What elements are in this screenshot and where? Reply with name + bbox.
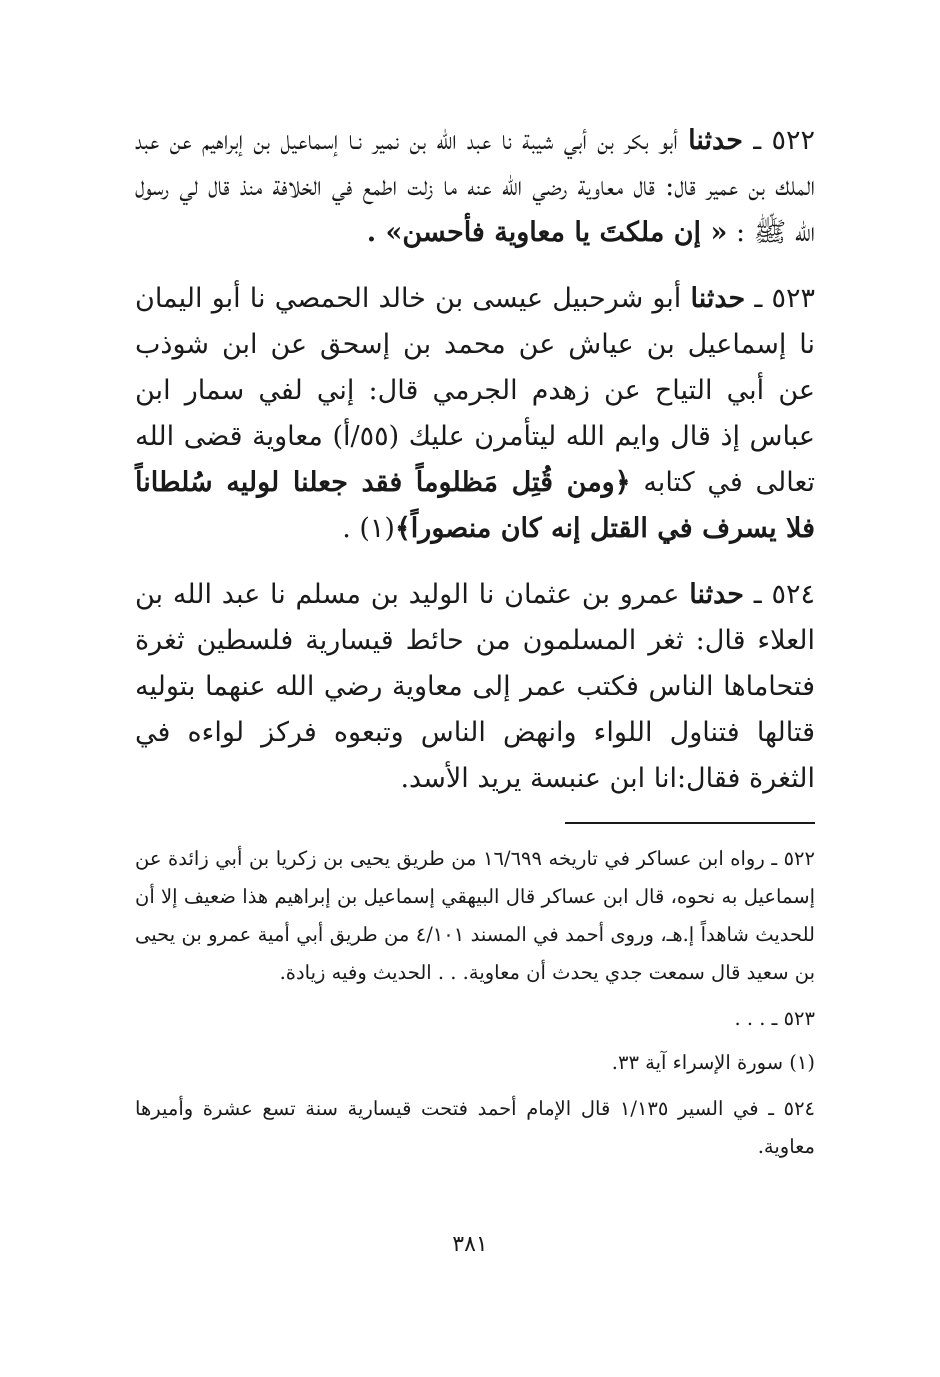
hadith-number: ٥٢٤ ـ xyxy=(753,579,815,610)
footnote-divider xyxy=(565,822,815,824)
hadith-number: ٥٢٢ ـ xyxy=(753,125,815,156)
hadith-body: أبو شرحبيل عيسى بن خالد الحمصي نا أبو اليمان نا إسماعيل بن عياش عن محمد بن إسحق عن ابن شوذب عن أبي التياح عن زهدم الجرمي قال: إني لفي سمار ابن عباس إذ قال وايم الله ليتأمرن عليك (٥٥/أ) معاوية قضى الله تعالى في كتابه xyxy=(135,283,815,498)
hadith-523 xyxy=(135,276,815,552)
main-text xyxy=(135,118,815,802)
footnote-ref: (١) . xyxy=(342,513,395,544)
hadith-lead: حدثنا xyxy=(689,579,744,610)
note-522: ٥٢٢ ـ رواه ابن عساكر في تاريخه ١٦/٦٩٩ من طريق يحيى بن زكريا بن أبي زائدة عن إسماعيل به نحوه، قال ابن عساكر قال البيهقي إسماعيل بن إبراهيم هذا ضعيف إلا أن للحديث شاهداً إ.هـ، وروى أحمد في المسند ٤/١٠١ من طريق أبي أمية عمرو بن يحيى بن سعيد قال سمعت جدي يحدث أن معاوية. . . الحديث وفيه زيادة. xyxy=(135,847,815,984)
hadith-number: ٥٢٣ ـ xyxy=(754,283,815,314)
hadith-522 xyxy=(135,118,815,256)
page-number: ٣٨١ xyxy=(452,1232,488,1257)
hadith-body: أبو بكر بن أبي شيبة نا عبد الله بن نمير نـا إسماعيل بن إبراهيم عن عبد الملك بن عمير قال: قال معاوية رضي الله عنه ما زلت اطمع في الخلافة منذ قال لي رسول الله ﷺ : xyxy=(135,125,815,248)
hadith-quote: « إن ملكتَ يا معاوية فأحسن» . xyxy=(366,217,728,248)
book-page xyxy=(135,118,815,1176)
footnote-1: (١) سورة الإسراء آية ٣٣. xyxy=(611,1051,815,1074)
hadith-lead: حدثنا xyxy=(690,283,746,314)
hadith-body: عمرو بن عثمان نا الوليد بن مسلم نا عبد الله بن العلاء قال: ثغر المسلمون من حائط قيسارية فلسطين ثغرة فتحاماها الناس فكتب عمر إلى معاوية رضي الله عنهما بتوليه قتالها فتناول اللواء وانهض الناس وتبعوه فركز لواءه في الثغرة فقال:انا ابن عنبسة يريد الأسد. xyxy=(135,579,815,794)
hadith-524 xyxy=(135,572,815,802)
footnotes xyxy=(135,840,815,1166)
hadith-lead: حدثنا xyxy=(688,125,743,156)
note-523: ٥٢٣ ـ . . . xyxy=(734,1007,815,1030)
note-524: ٥٢٤ ـ في السير ١/١٣٥ قال الإمام أحمد فتحت قيسارية سنة تسع عشرة وأميرها معاوية. xyxy=(135,1097,816,1158)
quran-quote: ﴿ومن قُتِل مَظلوماً فقد جعلنا لوليه سُلطاناً فلا يسرف في القتل إنه كان منصوراً﴾ xyxy=(135,467,815,544)
